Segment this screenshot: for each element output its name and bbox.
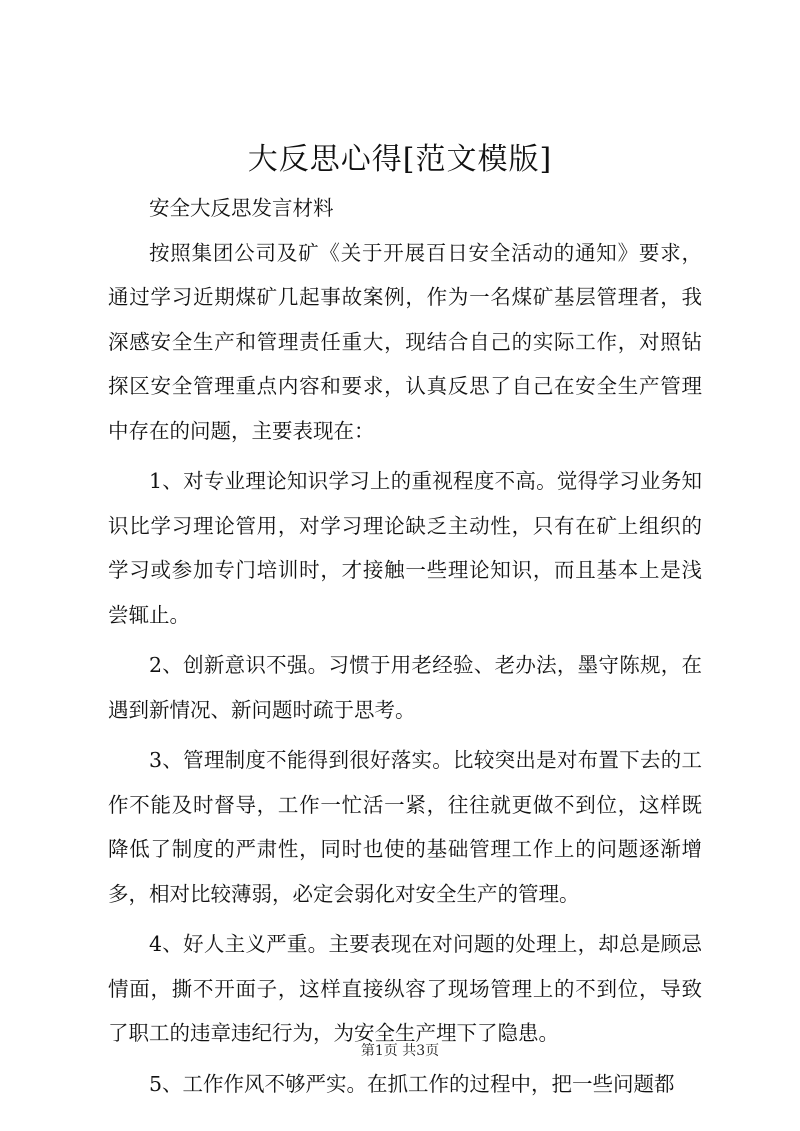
document-title: 大反思心得[范文模版] bbox=[247, 142, 553, 177]
paragraph-item-1: 1、对专业理论知识学习上的重视程度不高。觉得学习业务知识比学习理论管用，对学习理论缺乏主动性，只有在矿上组织的学习或参加专门培训时，才接触一些理论知识，而且基本上是浅尝辄止。 bbox=[108, 469, 702, 627]
paragraph-subtitle: 安全大反思发言材料 bbox=[149, 196, 334, 220]
paragraph-item-4: 4、好人主义严重。主要表现在对问题的处理上，却总是顾忌情面，撕不开面子，这样直接纵容了现场管理上的不到位，导致了职工的违章违纪行为，为安全生产埋下了隐患。 bbox=[108, 932, 702, 1045]
document-body bbox=[108, 186, 702, 1106]
paragraph-intro: 按照集团公司及矿《关于开展百日安全活动的通知》要求，通过学习近期煤矿几起事故案例，作为一名煤矿基层管理者，我深感安全生产和管理责任重大，现结合自己的实际工作，对照钻探区安全管理重点内容和要求，认真反思了自己在安全生产管理中存在的问题，主要表现在： bbox=[108, 240, 702, 443]
paragraph-item-2: 2、创新意识不强。习惯于用老经验、老办法，墨守陈规，在遇到新情况、新问题时疏于思考。 bbox=[108, 653, 702, 722]
paragraph-item-3: 3、管理制度不能得到很好落实。比较突出是对布置下去的工作不能及时督导，工作一忙活一紧，往往就更做不到位，这样既降低了制度的严肃性，同时也使的基础管理工作上的问题逐渐增多，相对比较薄弱，必定会弱化对安全生产的管理。 bbox=[108, 748, 702, 906]
page-number-footer: 第1页 共3页 bbox=[360, 1043, 440, 1059]
paragraph-item-5: 5、工作作风不够严实。在抓工作的过程中，把一些问题都 bbox=[149, 1071, 675, 1096]
